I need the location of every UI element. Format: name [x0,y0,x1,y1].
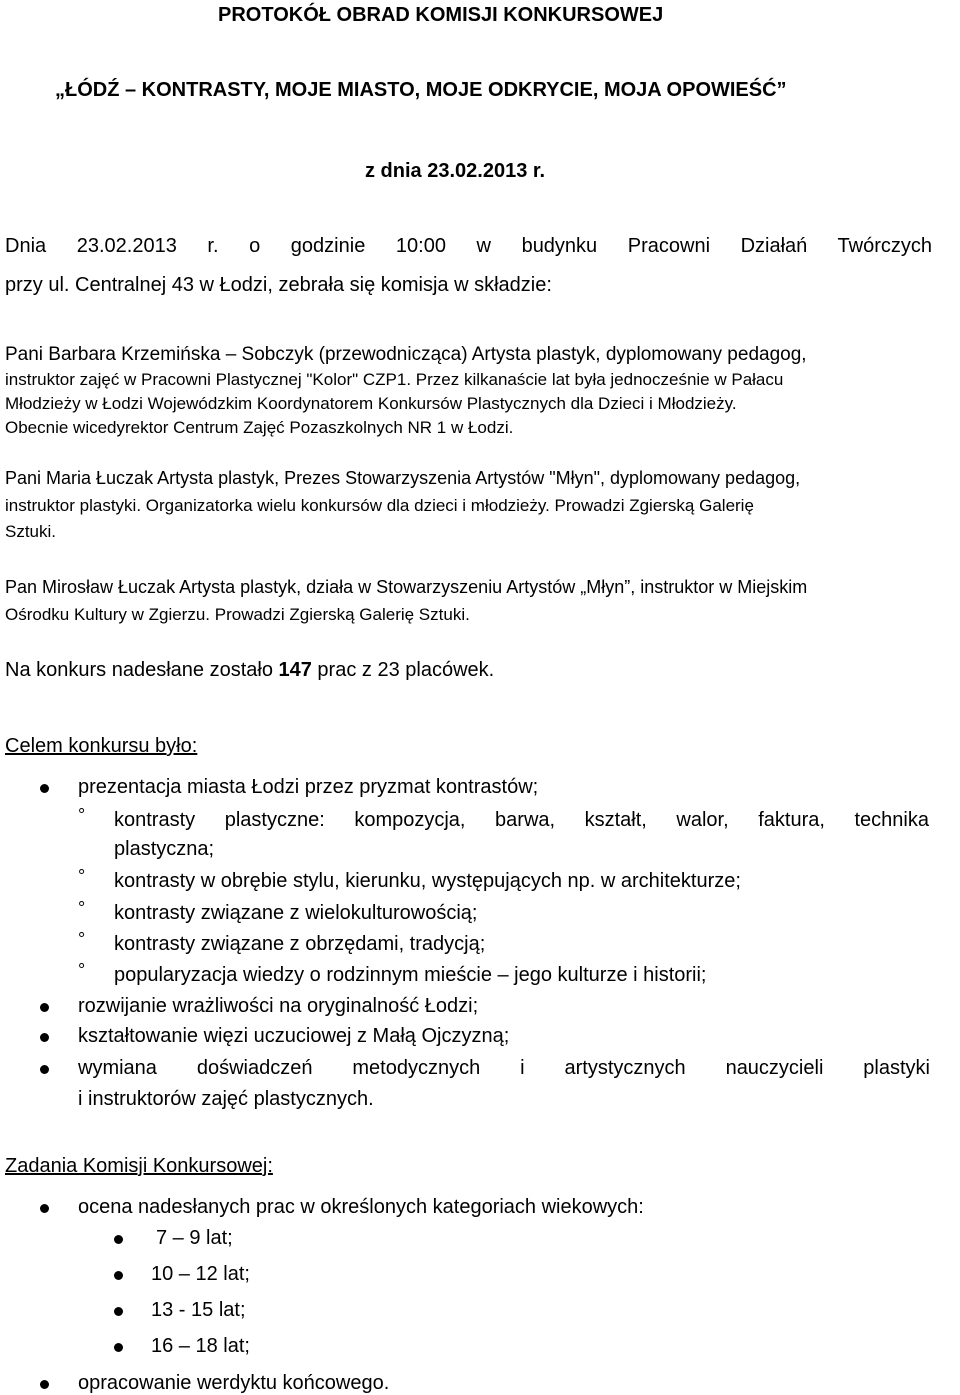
goal-item: wymiana doświadczeń metodycznych i artystycznych nauczycieli plastyki [78,1057,930,1079]
member-line: instruktor zajęć w Pracowni Plastycznej "Kolor" CZP1. Przez kilkanaście lat była jednocześnie w Pałacu [5,370,784,389]
member-line: Młodzieży w Łodzi Wojewódzkim Koordynatorem Konkursów Plastycznych dla Dzieci i Młodzieży. [5,394,737,413]
task-item: ocena nadesłanych prac w określonych kategoriach wiekowych: [78,1196,644,1218]
tasks-heading: Zadania Komisji Konkursowej: [5,1155,273,1177]
bullet-icon [40,1003,49,1012]
member-line: Pani Maria Łuczak Artysta plastyk, Prezes Stowarzyszenia Artystów "Młyn", dyplomowany pedagog, [5,468,801,488]
bullet-icon [114,1271,123,1280]
bullet-icon [114,1235,123,1244]
bullet-icon [40,784,49,793]
intro-line-1: Dnia 23.02.2013 r. o godzinie 10:00 w budynku Pracowni Działań Twórczych [5,235,932,257]
goal-subitem: popularyzacja wiedzy o rodzinnym mieście – jego kulturze i historii; [114,964,707,986]
member-line: Pani Barbara Krzemińska – Sobczyk (przewodnicząca) Artysta plastyk, dyplomowany pedagog, [5,344,807,365]
meeting-date: z dnia 23.02.2013 r. [365,160,546,182]
age-category: 7 – 9 lat; [156,1227,233,1249]
circle-bullet-icon: ° [78,960,86,980]
task-item: opracowanie werdyktu końcowego. [78,1372,390,1394]
age-category: 10 – 12 lat; [151,1263,250,1285]
document-title: PROTOKÓŁ OBRAD KOMISJI KONKURSOWEJ [218,4,664,26]
bullet-icon [40,1033,49,1042]
bullet-icon [40,1204,49,1213]
circle-bullet-icon: ° [78,929,86,949]
bullet-icon [114,1307,123,1316]
goal-subitem: kontrasty związane z obrzędami, tradycją; [114,933,486,955]
circle-bullet-icon: ° [78,898,86,918]
submissions-summary: Na konkurs nadesłane zostało 147 prac z 23 placówek. [5,659,495,681]
goal-item: kształtowanie więzi uczuciowej z Małą Ojczyzną; [78,1025,510,1047]
bullet-icon [40,1380,49,1389]
circle-bullet-icon: ° [78,805,86,825]
age-category: 13 - 15 lat; [151,1299,246,1321]
member-line: Ośrodku Kultury w Zgierzu. Prowadzi Zgierską Galerię Sztuki. [5,605,470,624]
bullet-icon [40,1065,49,1074]
contest-name: „ŁÓDŹ – KONTRASTY, MOJE MIASTO, MOJE ODKRYCIE, MOJA OPOWIEŚĆ” [55,79,787,101]
goal-subitem-cont: plastyczna; [114,838,215,860]
member-line: Obecnie wicedyrektor Centrum Zajęć Pozaszkolnych NR 1 w Łodzi. [5,418,514,437]
goal-subitem: kontrasty związane z wielokulturowością; [114,902,478,924]
member-line: Pan Mirosław Łuczak Artysta plastyk, działa w Stowarzyszeniu Artystów „Młyn”, instruktor w Miejskim [5,577,808,597]
submission-count: 147 [278,659,312,681]
goal-item-cont: i instruktorów zajęć plastycznych. [78,1088,374,1110]
member-line: instruktor plastyki. Organizatorka wielu konkursów dla dzieci i młodzieży. Prowadzi Zgierską Galerię [5,496,754,515]
age-category: 16 – 18 lat; [151,1335,250,1357]
goal-subitem: kontrasty plastyczne: kompozycja, barwa, kształt, walor, faktura, technika [114,809,929,831]
member-line: Sztuki. [5,522,57,541]
goal-item: prezentacja miasta Łodzi przez pryzmat kontrastów; [78,776,539,798]
goal-subitem: kontrasty w obrębie stylu, kierunku, występujących np. w architekturze; [114,870,741,892]
circle-bullet-icon: ° [78,866,86,886]
intro-line-2: przy ul. Centralnej 43 w Łodzi, zebrała się komisja w składzie: [5,274,552,296]
bullet-icon [114,1343,123,1352]
goals-heading: Celem konkursu było: [5,735,198,757]
goal-item: rozwijanie wrażliwości na oryginalność Łodzi; [78,995,479,1017]
